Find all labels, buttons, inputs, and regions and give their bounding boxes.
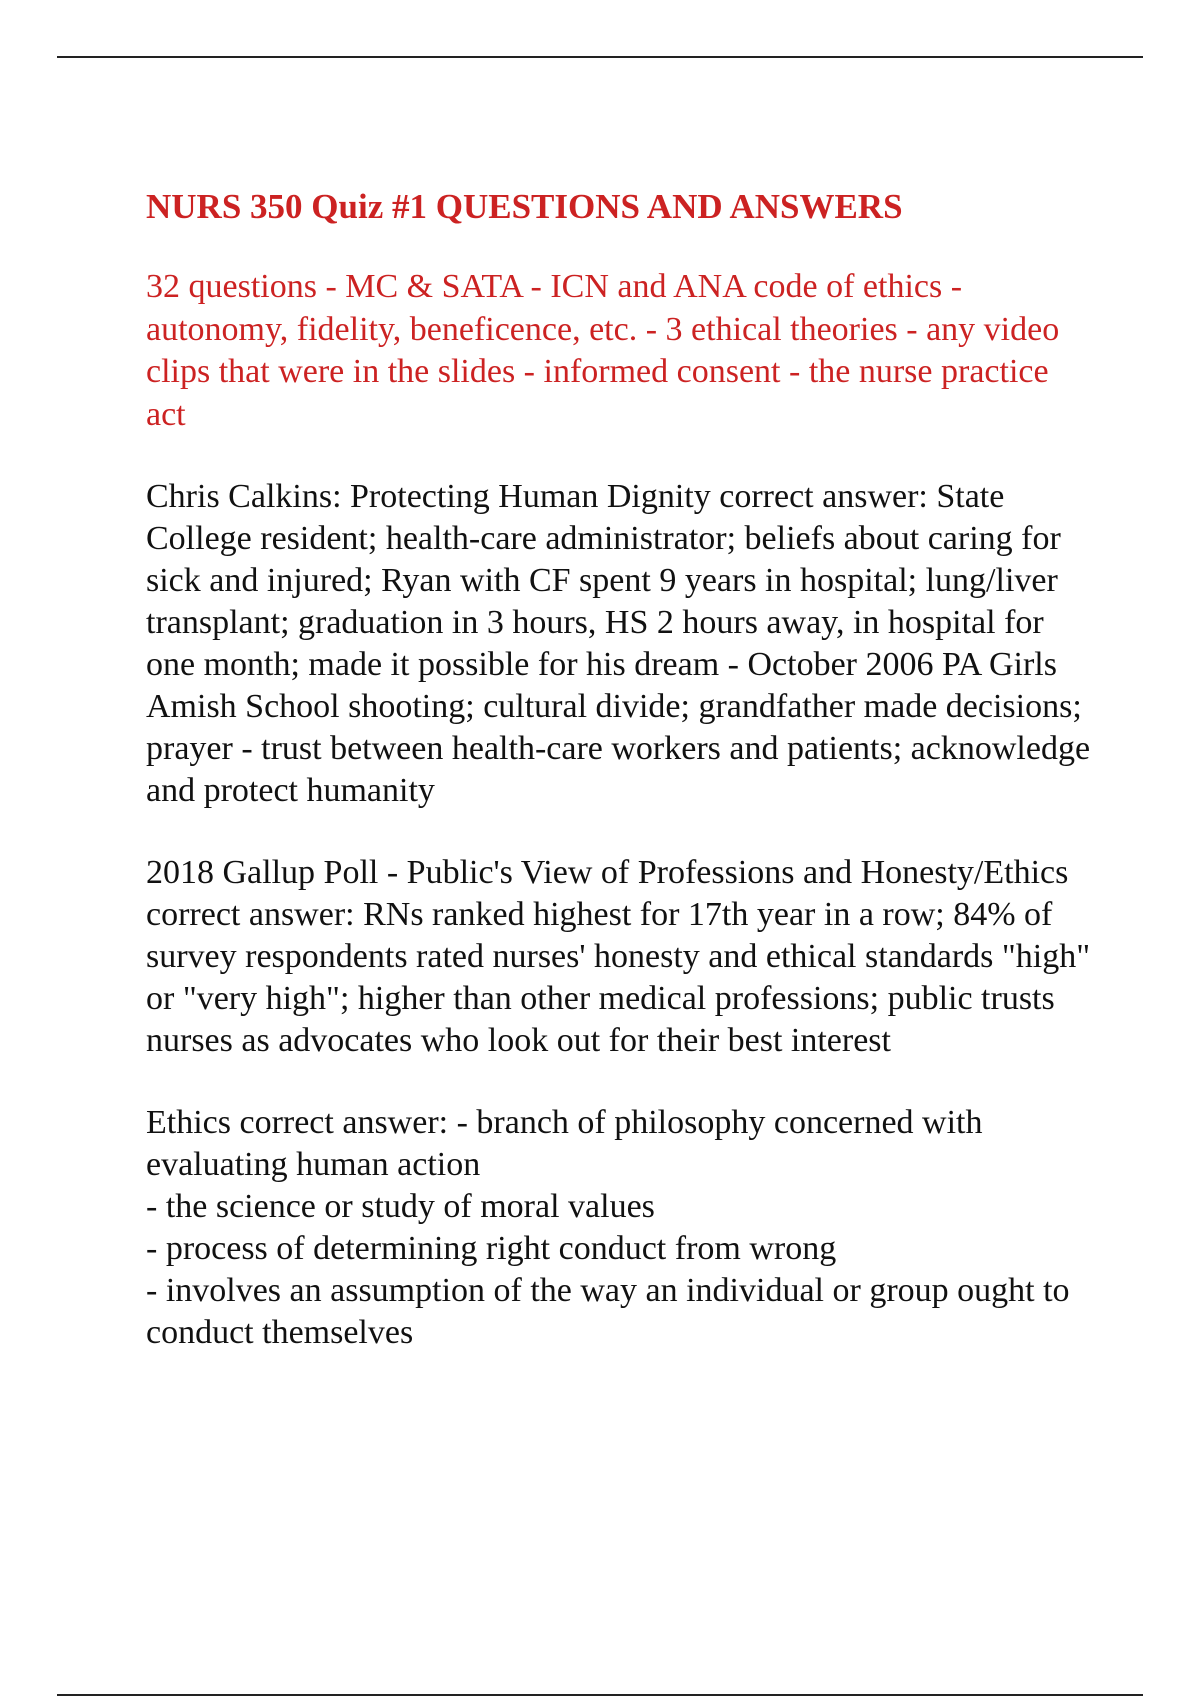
bottom-rule xyxy=(57,1694,1143,1696)
document-subtitle: 32 questions - MC & SATA - ICN and ANA code of ethics - autonomy, fidelity, beneficence, etc. - 3 ethical theories - any video clips that were in the slides - informed consent - the nurse practice act xyxy=(146,268,1060,433)
ethics-line: - involves an assumption of the way an individual or group ought to conduct themselves xyxy=(146,1272,1070,1351)
ethics-line: - the science or study of moral values xyxy=(146,1188,655,1225)
ethics-line: Ethics correct answer: - branch of philosophy concerned with evaluating human action xyxy=(146,1104,983,1183)
qa-entry-ethics xyxy=(146,1102,1091,1354)
document-body xyxy=(146,186,1091,1354)
qa-entry-gallup-poll: 2018 Gallup Poll - Public's View of Professions and Honesty/Ethics correct answer: RNs ranked highest for 17th year in a row; 84% of survey respondents rated nurses' honesty and ethical standards "high" or "very high"; higher than other medical professions; public trusts nurses as advocates who look out for their best interest xyxy=(146,854,1091,1059)
qa-entry-chris-calkins: Chris Calkins: Protecting Human Dignity correct answer: State College resident; health-care administrator; beliefs about caring for sick and injured; Ryan with CF spent 9 years in hospital; lung/liver transplant; graduation in 3 hours, HS 2 hours away, in hospital for one month; made it possible for his dream - October 2006 PA Girls Amish School shooting; cultural divide; grandfather made decisions; prayer - trust between health-care workers and patients; acknowledge and protect humanity xyxy=(146,478,1091,809)
document-title: NURS 350 Quiz #1 QUESTIONS AND ANSWERS xyxy=(146,187,903,226)
top-rule xyxy=(57,56,1143,58)
ethics-line: - process of determining right conduct from wrong xyxy=(146,1230,837,1267)
